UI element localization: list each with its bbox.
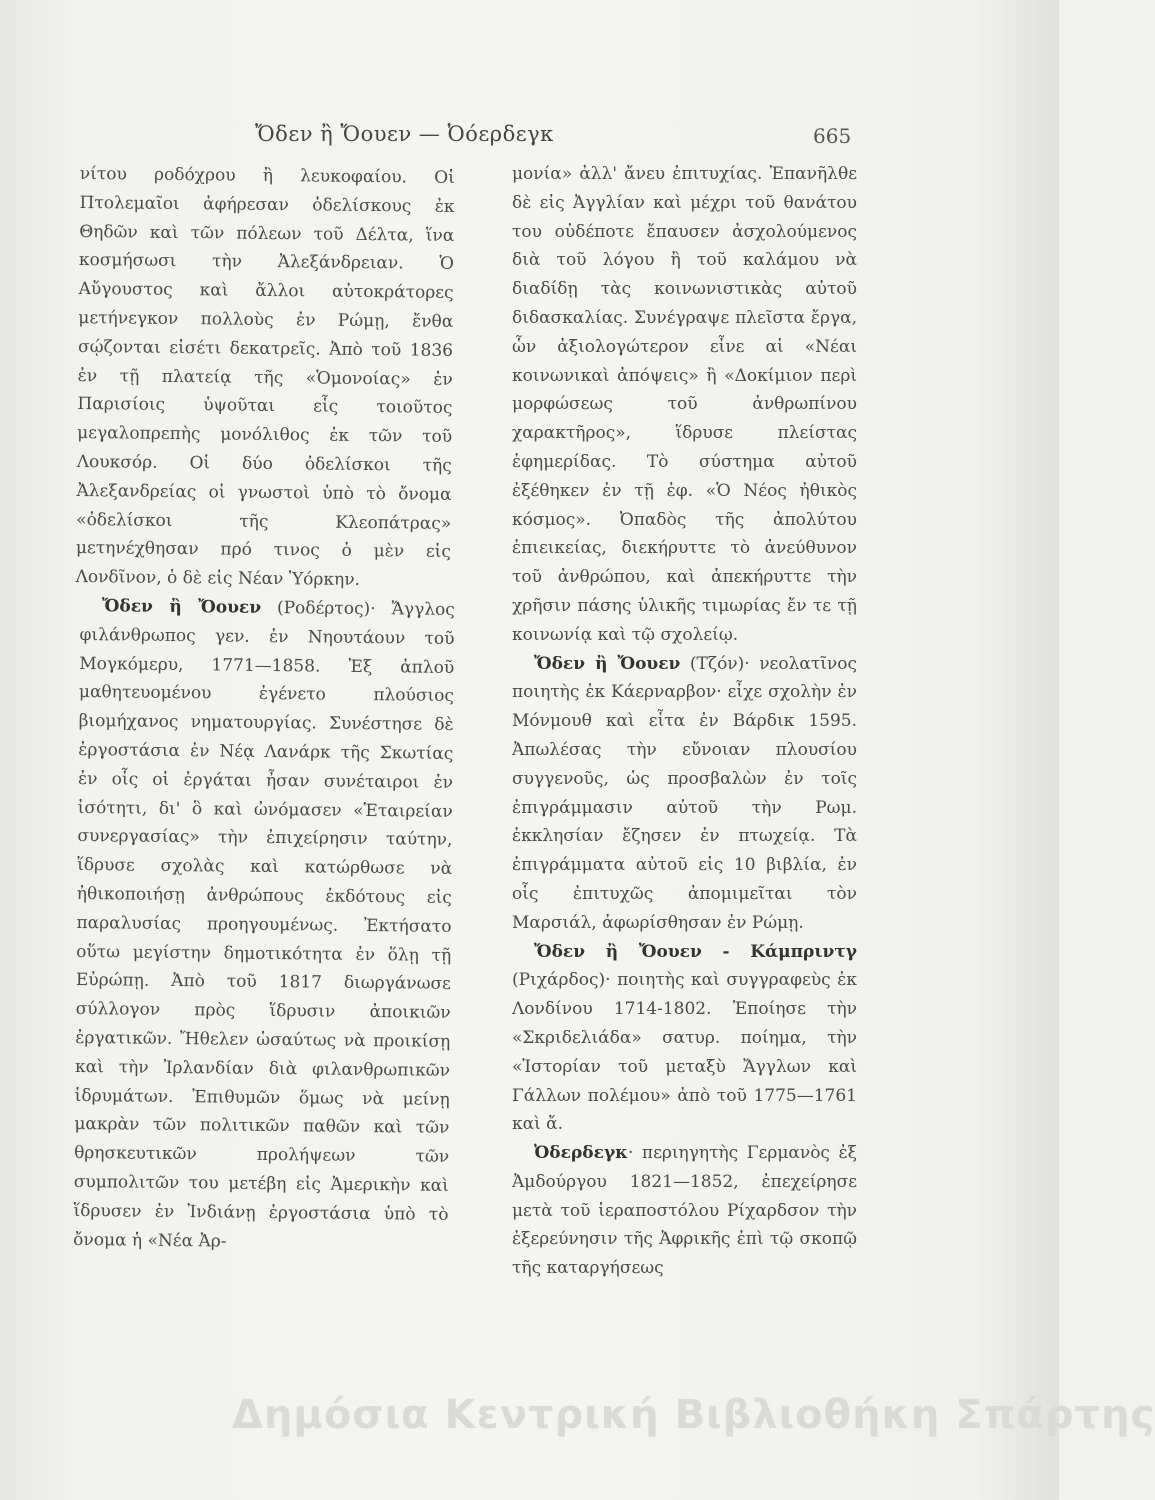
entry-text: · νεολατῖνος ποιητὴς ἐκ Κάερναρβον· εἶχε σχολὴν ἐν Μόνμουθ καὶ εἶτα ἐν Βάρδικ 1595. Ἀπωλέσας τὴν εὔνοιαν πλουσίου συγγενοῦς, ὡς προσβαλὼν ἐν τοῖς ἐπιγράμμασιν αὐτοῦ τὴν Ρωμ. ἐκκλησίαν ἔζησεν ἐν πτωχείᾳ. Τὰ ἐπιγράμματα αὐτοῦ εἰς 10 βιβλία, ἐν οἷς ἐπιτυχῶς ἀπομιμεῖται τὸν Μαρσιάλ, ἀφωρίσθησαν ἐν Ρώμῃ. xyxy=(512,653,858,933)
page-number: 665 xyxy=(813,124,852,148)
entry-person-name: (Ριχάρδος) xyxy=(512,970,606,991)
entry-heading: Ὄδεν ἢ Ὄουεν xyxy=(534,653,681,674)
left-column xyxy=(73,160,455,1254)
entry-text: · Ἄγγλος φιλάνθρωπος γεν. ἐν Νηουτάουν τοῦ Μογκόμερυ, 1771—1858. Ἐξ ἁπλοῦ μαθητευομένου ἐγένετο πλούσιος βιομήχανος νηματουργίας. Συνέστησε δὲ ἐργοστάσια ἐν Νέᾳ Λανάρκ τῆς Σκωτίας ἐν οἷς οἱ ἐργάται ἦσαν συνέταιροι ἐν ἰσότητι, δι' ὃ καὶ ὠνόμασεν «Ἑταιρείαν συνεργασίας» τὴν ἐπιχείρησιν ταύτην, ἵδρυσε σχολὰς καὶ κατώρθωσε νὰ ἠθικοποιήσῃ ἀνθρώπους ἐκδότους εἰς παραλυσίας προηγουμένως. Ἐκτήσατο οὕτω μεγίστην δημοτικότητα ἐν ὅλῃ τῇ Εὐρώπῃ. Ἀπὸ τοῦ 1817 διωργάνωσε σύλλογον πρὸς ἵδρυσιν ἀποικιῶν ἐργατικῶν. Ἤθελεν ὡσαύτως νὰ προικίσῃ καὶ τὴν Ἰρλανδίαν διὰ φιλανθρωπικῶν ἱδρυμάτων. Ἐπιθυμῶν ὅμως νὰ μείνῃ μακρὰν τῶν πολιτικῶν παθῶν καὶ τῶν θρησκευτικῶν προλήψεων τῶν συμπολιτῶν του μετέβη εἰς Ἀμερικὴν καὶ ἵδρυσεν ἐν Ἰνδιάνῃ ἐργοστάσια ὑπὸ τὸ ὄνομα ἡ «Νέα Ἀρ- xyxy=(73,598,455,1252)
owen-robert-continuation: μονία» ἀλλ' ἄνευ ἐπιτυχίας. Ἐπανῆλθε δὲ εἰς Ἀγγλίαν καὶ μέχρι τοῦ θανάτου του οὐδέποτε ἔπαυσεν ἀσχολούμενος διὰ τοῦ λόγου ἢ τοῦ καλάμου νὰ διαδίδῃ τὰς κοινωνιστικὰς αὐτοῦ διδασκαλίας. Συνέγραψε πλεῖστα ἔργα, ὧν ἀξιολογώτερον εἶνε αἱ «Νέαι κοινωνικαὶ ἀπόψεις» ἢ «Δοκίμιον περὶ μορφώσεως τοῦ ἀνθρωπίνου χαρακτῆρος», ἵδρυσε πλείστας ἐφημερίδας. Τὸ σύστημα αὐτοῦ ἐξέθηκεν ἐν τῇ ἐφ. «Ὁ Νέος ἠθικὸς κόσμος». Ὀπαδὸς τῆς ἀπολύτου ἐπιεικείας, διεκήρυττε τὸ ἀνεύθυνον τοῦ ἀνθρώπου, καὶ ἀπεκήρυττε τὴν χρῆσιν πάσης ὑλικῆς τιμωρίας ἔν τε τῇ κοινωνίᾳ καὶ τῷ σχολείῳ. xyxy=(512,164,857,645)
entry-heading: Ὄδεν ἢ Ὄουεν xyxy=(101,596,262,618)
page-header xyxy=(80,118,880,158)
entry-overweg xyxy=(512,1139,857,1283)
running-head: Ὄδεν ἢ Ὄουεν — Ὀόερδεγκ xyxy=(255,122,554,146)
entry-owen-cambridge xyxy=(512,938,857,1140)
entry-text: · ποιητὴς καὶ συγγραφεὺς ἐκ Λονδίνου 1714-1802. Ἐποίησε τὴν «Σκριδελιάδα» σατυρ. ποίημα, τὴν «Ἱστορίαν τοῦ μεταξὺ Ἄγγλων καὶ Γάλλων πολέμου» ἀπὸ τοῦ 1775—1761 καὶ ἄ. xyxy=(512,970,857,1135)
entry-heading: Ὄδεν ἢ Ὄουεν - Κάμπριντγ xyxy=(534,941,857,962)
library-watermark: Δημόσια Κεντρική Βιβλιοθήκη Σπάρτης xyxy=(232,1392,1155,1438)
entry-person-name: (Τζόν) xyxy=(680,653,745,674)
entry-person-name: (Ροδέρτος) xyxy=(260,597,371,619)
entry-owen-robert xyxy=(73,592,455,1258)
obelisk-paragraph: νίτου ροδόχρου ἢ λευκοφαίου. Οἱ Πτολεμαῖοι ἀφήρεσαν ὀδελίσκους ἐκ Θηδῶν καὶ τῶν πόλεων τοῦ Δέλτα, ἵνα κοσμήσωσι τὴν Ἀλεξάνδρειαν. Ὁ Αὔγουστος καὶ ἄλλοι αὐτοκράτορες μετήνεγκον πολλοὺς ἐν Ρώμῃ, ἔνθα σῴζονται εἰσέτι δεκατρεῖς. Ἀπὸ τοῦ 1836 ἐν τῇ πλατείᾳ τῆς «Ὁμονοίας» ἐν Παρισίοις ὑψοῦται εἷς τοιοῦτος μεγαλοπρεπὴς μονόλιθος ἐκ τῶν τοῦ Λουκσόρ. Οἱ δύο ὀδελίσκοι τῆς Ἀλεξανδρείας οἱ γνωστοὶ ὑπὸ τὸ ὄνομα «ὀδελίσκοι τῆς Κλεοπάτρας» μετηνέχθησαν πρό τινος ὁ μὲν εἰς Λονδῖνον, ὁ δὲ εἰς Νέαν Ὑόρκην. xyxy=(75,163,455,591)
entry-heading: Ὀδερδεγκ xyxy=(534,1143,628,1164)
entry-text: · περιηγητὴς Γερμανὸς ἐξ Ἀμδούργου 1821—1852, ἐπεχείρησε μετὰ τοῦ ἱεραποστόλου Ρίχαρδσον τὴν ἐξερεύνησιν τῆς Ἀφρικῆς ἐπὶ τῷ σκοπῷ τῆς καταργήσεως xyxy=(512,1143,857,1279)
right-column xyxy=(512,160,857,1283)
entry-owen-john xyxy=(512,650,857,938)
